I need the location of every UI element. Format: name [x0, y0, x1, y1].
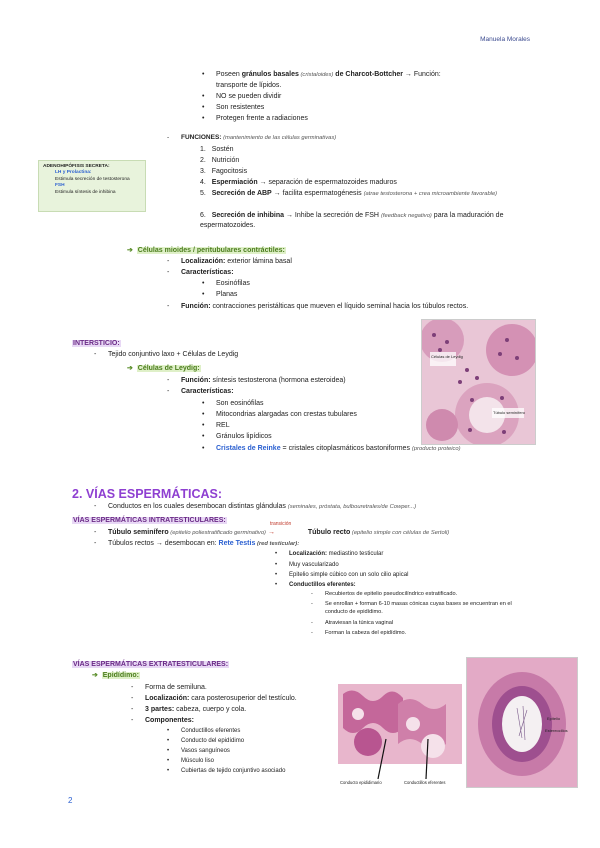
- leydig-caption-2: Túbulo seminífero: [493, 410, 526, 415]
- transicion-note: transición: [269, 521, 292, 527]
- vias-heading: 2. VÍAS ESPERMÁTICAS:: [72, 487, 223, 501]
- sidebox-b1: Estimula síntesis de inhibina: [55, 189, 116, 195]
- eferentes-e3: - Atraviesan la túnica vaginal: [325, 620, 393, 628]
- sidebox-a: LH y Prolactina:: [55, 170, 92, 176]
- epi-caption-4: Estereocilios: [545, 728, 568, 733]
- epi-k5: • Cubiertas de tejido conjuntivo asociado: [181, 767, 285, 775]
- adenohipofisis-note: [38, 160, 146, 212]
- mioides-heading: ➔ Células mioides / peritubulares contráctiles:: [127, 247, 285, 254]
- epididimo-histology-image-1: [338, 684, 462, 786]
- epi-k2: • Conducto del epidídimo: [181, 737, 244, 745]
- epi-p2: - Localización: cara posterosuperior del testículo.: [145, 694, 297, 703]
- funcion-5: 5. Secreción de ABP → facilita espermatogénesis (atrae testosterona + crea microambiente favorable): [200, 190, 498, 197]
- leydig-c2: • Mitocondrias alargadas con crestas tubulares: [216, 410, 357, 419]
- funcion-2: 2. Nutrición: [200, 157, 240, 164]
- sidebox-b: FSH: [55, 183, 65, 189]
- epi-caption-1: Conducto epididimario: [340, 780, 382, 785]
- sidebox-a1: Estimula secreción de testosterona: [55, 176, 130, 182]
- eferentes-e2: - Se enrollan + forman 6-10 masas cónicas cuyas bases se encuentran en el conducto de epidídimo.: [325, 601, 535, 616]
- epi-p4: - Componentes:: [145, 716, 194, 725]
- epididimo-heading: ➔ Epidídimo:: [92, 672, 139, 679]
- charcot-line-1: • Poseen gránulos basales (cristaloides) de Charcot-Bottcher → Función:: [216, 70, 441, 80]
- mioides-c2: • Planas: [216, 290, 237, 299]
- eferentes-e4: - Forman la cabeza del epidídimo.: [325, 630, 406, 638]
- leydig-c4: • Gránulos lipídicos: [216, 432, 272, 441]
- epi-p1: - Forma de semiluna.: [145, 683, 207, 692]
- epi-k3: • Vasos sanguíneos: [181, 747, 230, 755]
- epi-p3: - 3 partes: cabeza, cuerpo y cola.: [145, 705, 246, 714]
- arrow-icon: ➔: [127, 247, 133, 254]
- leydig-heading: ➔ Células de Leydig:: [127, 365, 200, 372]
- leydig-c5: • Cristales de Reinke = cristales citoplasmáticos bastoniformes (producto proteico): [216, 444, 531, 454]
- vias-extra-heading: VÍAS ESPERMÁTICAS EXTRATESTICULARES:: [73, 661, 229, 668]
- rete-r2: • Muy vascularizado: [289, 561, 339, 569]
- rete-r1: • Localización: mediastino testicular: [289, 550, 383, 558]
- funcion-1: 1. Sostén: [200, 146, 234, 153]
- eferentes-e1: - Recubiertos de epitelio pseudocilíndrico estratificado.: [325, 591, 457, 599]
- sidebox-title: ADENOHIPÓFISIS SECRETA:: [43, 164, 110, 169]
- charcot-line-3: • Son resistentes: [216, 103, 264, 112]
- mioides-loc: - Localización: exterior lámina basal: [181, 257, 292, 266]
- epi-caption-2: Conductillos eferentes: [404, 780, 446, 785]
- leydig-c1: • Son eosinófilas: [216, 399, 263, 408]
- leydig-car: - Características:: [181, 387, 234, 396]
- funcion-4: 4. Espermiación → separación de espermatozoides maduros: [200, 179, 397, 186]
- epi-k4: • Músculo liso: [181, 757, 214, 765]
- arrow-icon: ➔: [127, 365, 133, 372]
- rete-r4: • Conductillos eferentes:: [289, 581, 356, 589]
- intersticio-desc: - Tejido conjuntivo laxo + Células de Leydig: [108, 350, 238, 359]
- leydig-fun: - Función: síntesis testosterona (hormona esteroidea): [181, 376, 346, 385]
- mioides-c1: • Eosinófilas: [216, 279, 250, 288]
- mioides-car: - Características:: [181, 268, 234, 277]
- funciones-heading: - FUNCIONES: (mantenimiento de las células germinativas): [181, 134, 336, 143]
- leydig-caption-1: Células de Leydig: [431, 354, 463, 359]
- epididimo-histology-image-2: [466, 657, 578, 788]
- arrow-icon: ➔: [92, 672, 98, 679]
- charcot-line-4: • Protegen frente a radiaciones: [216, 114, 308, 123]
- leydig-c3: • REL: [216, 421, 230, 430]
- page-number: 2: [68, 796, 73, 805]
- funcion-6: 6. Secreción de inhibina → Inhibe la secreción de FSH (feedback negativo) para la maduración de espermatozoides.: [200, 212, 504, 229]
- vias-t1: - Túbulo seminífero (epitelio poliestratificado germinativo) transición → Túbulo recto (epitelio simple con células de Sertoli): [108, 528, 449, 538]
- mioides-fun: - Función: contracciones peristálticas que mueven el líquido seminal hacia los túbulos rectos.: [181, 302, 531, 311]
- vias-t2: - Túbulos rectos → desembocan en: Rete Testis (red testicular):: [108, 539, 299, 549]
- rete-r3: • Epitelio simple cúbico con un solo cilio apical: [289, 571, 408, 579]
- vias-desc: - Conductos en los cuales desembocan distintas glándulas (seminales, próstata, bulbouretrales/de Cowper...): [108, 502, 416, 512]
- author-name: Manuela Morales: [480, 36, 530, 43]
- charcot-line-2: • NO se pueden dividir: [216, 92, 281, 101]
- charcot-line-1b: transporte de lípidos.: [216, 82, 282, 89]
- intersticio-heading: INTERSTICIO:: [73, 340, 120, 347]
- vias-intra-heading: VÍAS ESPERMÁTICAS INTRATESTICULARES:: [73, 517, 226, 524]
- leydig-histology-image: [421, 319, 536, 445]
- epi-caption-3: Epitelio: [547, 716, 561, 721]
- funcion-3: 3. Fagocitosis: [200, 168, 248, 175]
- epi-k1: • Conductillos eferentes: [181, 727, 240, 735]
